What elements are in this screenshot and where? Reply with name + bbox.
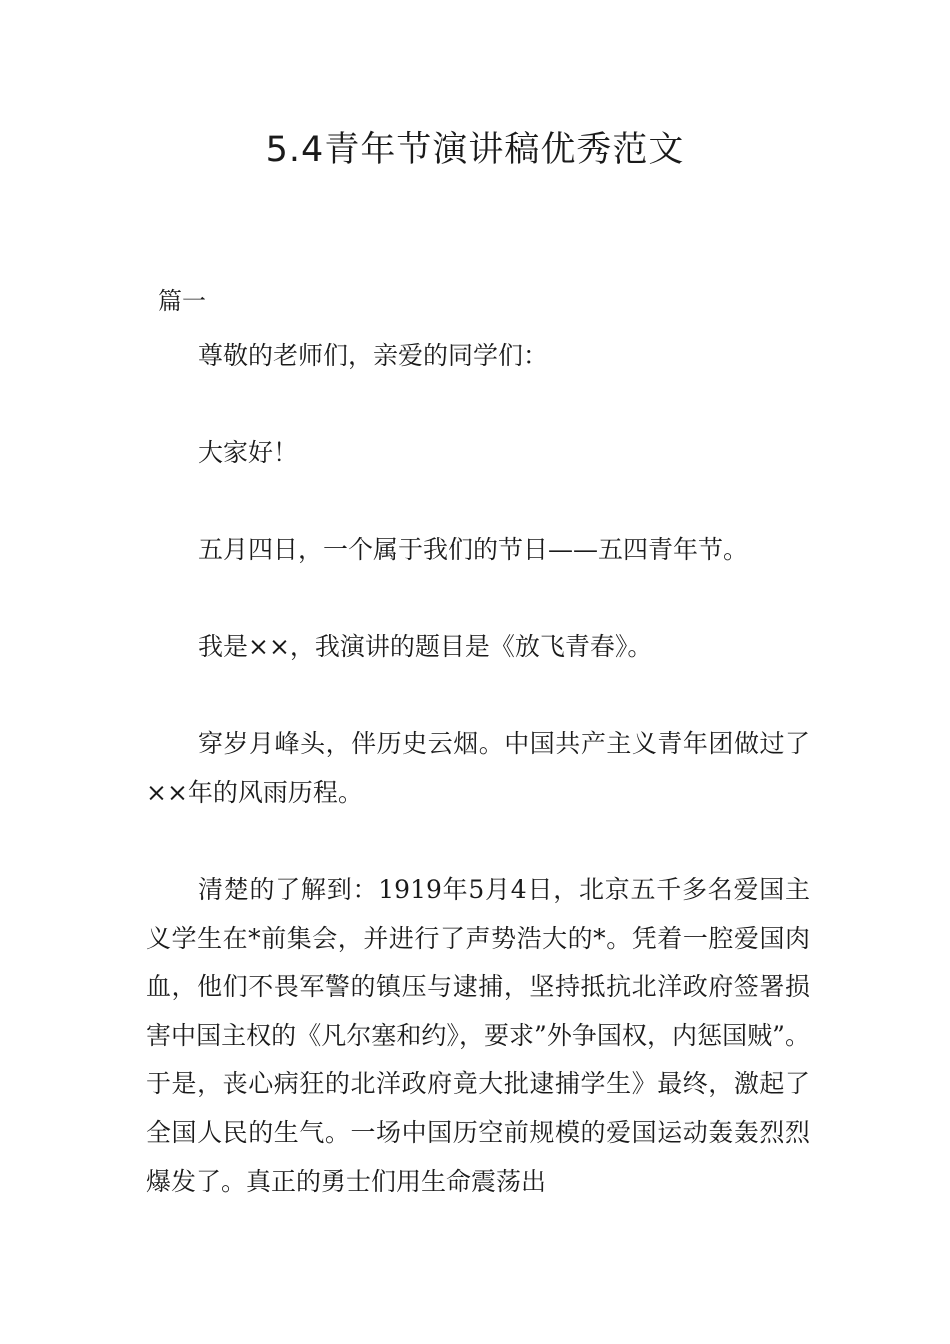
section-label: 篇一 (158, 287, 206, 315)
paragraph-may-fourth: 清楚的了解到：1919年5月4日，北京五千多名爱国主义学生在*前集会，并进行了声势浩大的*。凭着一腔爱国肉血，他们不畏军警的镇压与逮捕，坚持抵抗北洋政府签署损害中国主权的《凡尔塞和约》，要求”外争国权，内惩国贼”。于是，丧心病狂的北洋政府竟大批逮捕学生》最终，激起了全国人民的生气。一场中国历空前规模的爱国运动轰轰烈烈爆发了。真正的勇士们用生命震荡出 (146, 875, 810, 1196)
paragraph-salutation: 尊敬的老师们，亲爱的同学们： (198, 341, 549, 370)
paragraph-date: 五月四日，一个属于我们的节日——五四青年节。 (198, 535, 749, 564)
paragraph-intro: 我是××，我演讲的题目是《放飞青春》。 (198, 632, 653, 661)
paragraph-greeting: 大家好！ (198, 438, 299, 467)
paragraph-history: 穿岁月峰头，伴历史云烟。中国共产主义青年团做过了××年的风雨历程。 (146, 729, 810, 807)
document-title: 5.4青年节演讲稿优秀范文 (265, 130, 685, 170)
